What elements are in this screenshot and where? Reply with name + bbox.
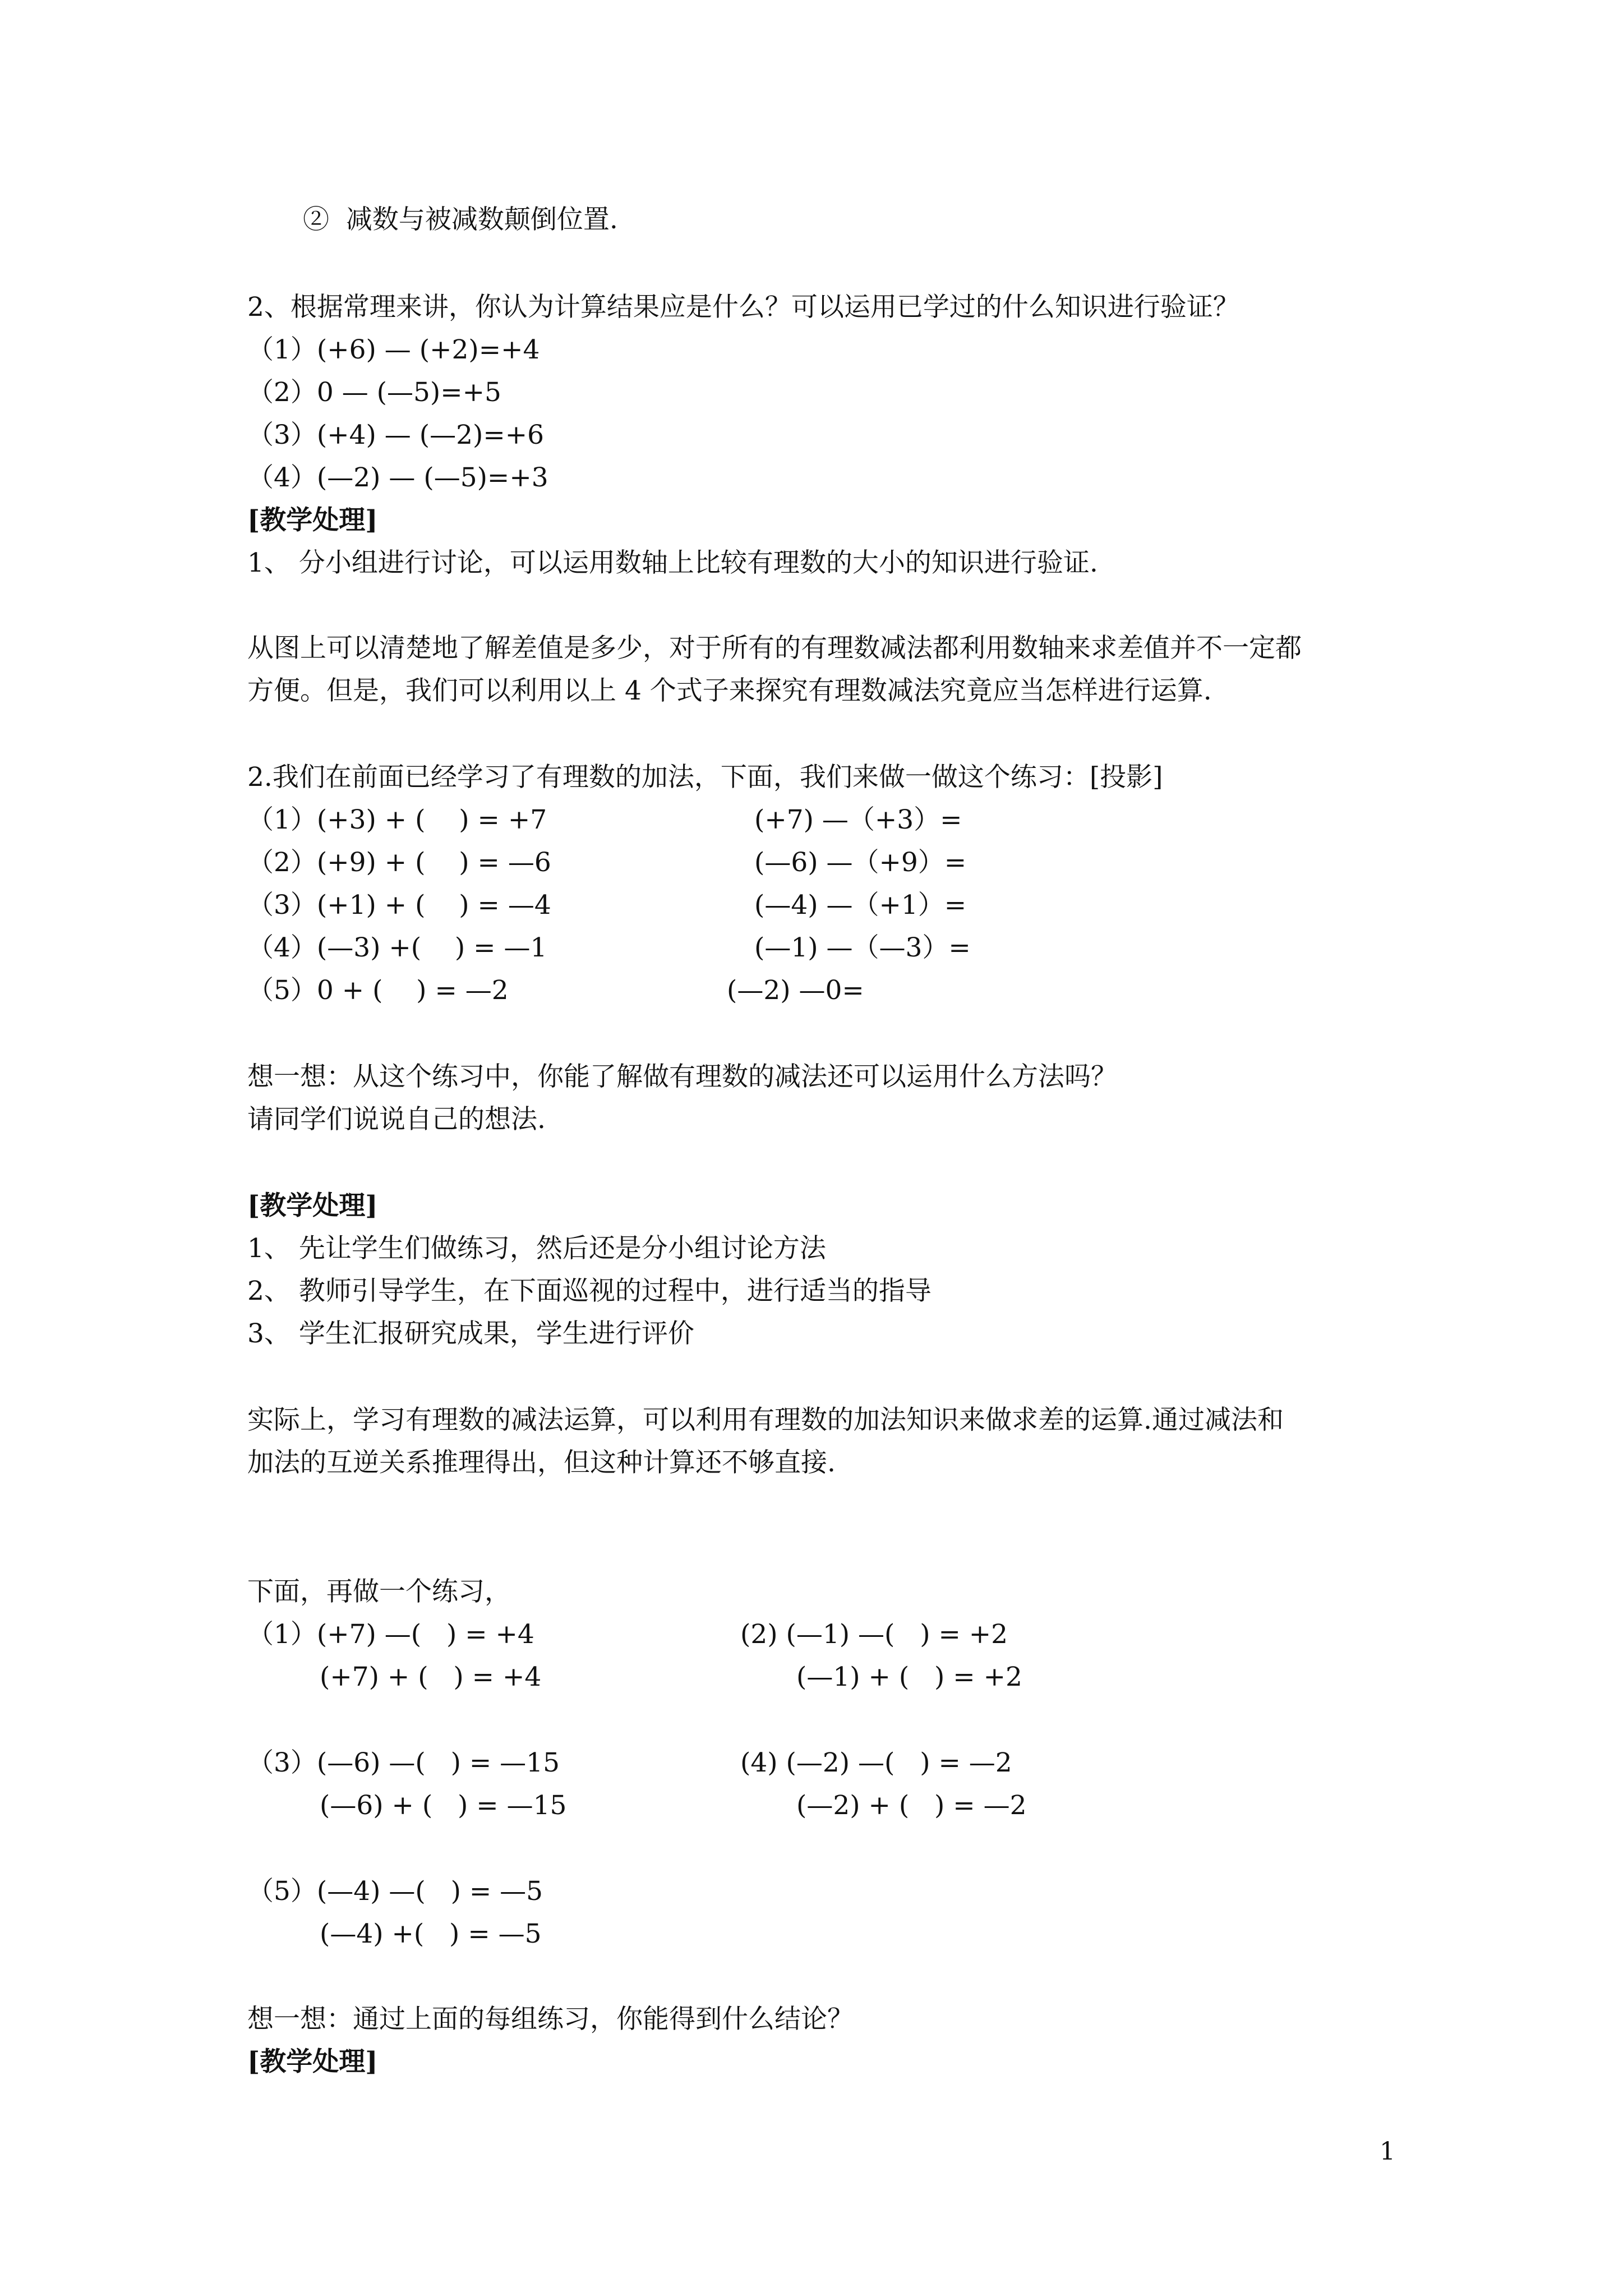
teaching2-line-2: 2、 教师引导学生，在下面巡视的过程中，进行适当的指导 — [247, 1276, 932, 1306]
exercise2-group3-a: （3）(—6) —( ) = —15 — [247, 1747, 560, 1778]
exercise2-group5-b: (—4) +( ) = —5 — [320, 1918, 542, 1949]
page-number: 1 — [1380, 2137, 1395, 2166]
exercise2-group2-b: (—1) + ( ) = +2 — [796, 1662, 1022, 1692]
exercise2-group5-a: （5）(—4) —( ) = —5 — [247, 1876, 543, 1907]
teaching-line-1: 1、 分小组进行讨论，可以运用数轴上比较有理数的大小的知识进行验证. — [247, 547, 1098, 578]
exercise1-left-3: （3）(+1) + ( ) = —4 — [247, 890, 551, 921]
exercise1-left-1: （1）(+3) + ( ) = +7 — [247, 804, 547, 835]
exercise1-right-3: (—4) —（+1）= — [754, 890, 967, 921]
teaching2-line-1: 1、 先让学生们做练习，然后还是分小组讨论方法 — [247, 1233, 826, 1264]
exercise2-group4-b: (—2) + ( ) = —2 — [796, 1790, 1027, 1821]
exercise2-group4-a: (4) (—2) —( ) = —2 — [740, 1747, 1012, 1778]
exercise2-group3-b: (—6) + ( ) = —15 — [320, 1790, 567, 1821]
q2-item-3: （3）(+4) — (—2)=+6 — [247, 420, 544, 450]
exercise2-intro: 下面，再做一个练习， — [247, 1576, 511, 1607]
exercise1-right-2: (—6) —（+9）= — [754, 847, 967, 878]
think1-line-2: 请同学们说说自己的想法. — [247, 1104, 546, 1135]
intro-item: ② 减数与被减数颠倒位置. — [303, 204, 618, 235]
para1-line-2: 方便。但是，我们可以利用以上 4 个式子来探究有理数减法究竟应当怎样进行运算. — [247, 675, 1212, 706]
q2-item-1: （1）(+6) — (+2)=+4 — [247, 334, 540, 365]
q2-prompt: 2、根据常理来讲，你认为计算结果应是什么？可以运用已学过的什么知识进行验证？ — [247, 292, 1239, 323]
exercise1-right-5: (—2) —0= — [727, 975, 864, 1006]
para2-line-1: 实际上，学习有理数的减法运算，可以利用有理数的加法知识来做求差的运算.通过减法和 — [247, 1405, 1284, 1435]
exercise1-right-1: (+7) —（+3）= — [754, 804, 962, 835]
q2-item-2: （2）0 — (—5)=+5 — [247, 377, 501, 408]
exercise2-group2-a: (2) (—1) —( ) = +2 — [740, 1619, 1008, 1650]
para1-line-1: 从图上可以清楚地了解差值是多少，对于所有的有理数减法都利用数轴来求差值并不一定都 — [247, 633, 1302, 664]
exercise1-left-4: （4）(—3) +( ) = —1 — [247, 932, 547, 963]
teaching-heading-3: [教学处理] — [247, 2046, 378, 2077]
exercise2-group1-a: （1）(+7) —( ) = +4 — [247, 1619, 534, 1650]
exercise1-left-2: （2）(+9) + ( ) = —6 — [247, 847, 551, 878]
think2-line: 想一想：通过上面的每组练习，你能得到什么结论？ — [247, 2004, 854, 2035]
teaching-heading-1: [教学处理] — [247, 505, 378, 536]
exercise1-prompt: 2.我们在前面已经学习了有理数的加法，下面，我们来做一做这个练习：[投影] — [247, 762, 1163, 793]
think1-line-1: 想一想：从这个练习中，你能了解做有理数的减法还可以运用什么方法吗？ — [247, 1061, 1117, 1092]
exercise2-group1-b: (+7) + ( ) = +4 — [320, 1662, 542, 1692]
teaching-heading-2: [教学处理] — [247, 1190, 378, 1221]
para2-line-2: 加法的互逆关系推理得出，但这种计算还不够直接. — [247, 1447, 836, 1478]
exercise1-right-4: (—1) —（—3）= — [754, 932, 971, 963]
exercise1-left-5: （5）0 + ( ) = —2 — [247, 975, 509, 1006]
q2-item-4: （4）(—2) — (—5)=+3 — [247, 462, 548, 493]
teaching2-line-3: 3、 学生汇报研究成果，学生进行评价 — [247, 1318, 694, 1349]
